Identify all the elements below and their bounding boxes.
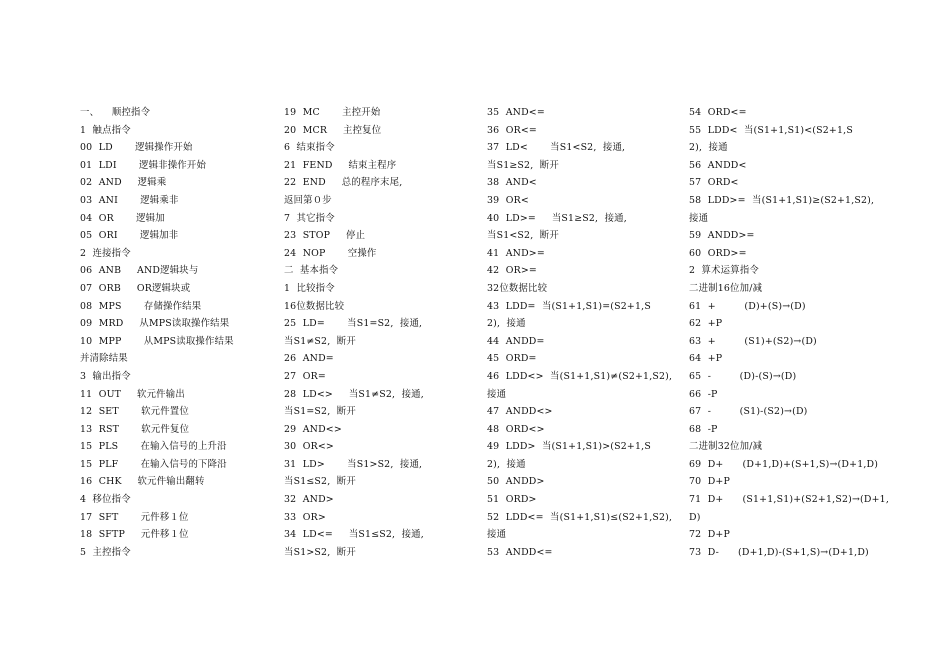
- text-line: 3 输出指令: [80, 370, 131, 382]
- text-line: 17 SFT 元件移１位: [80, 511, 189, 523]
- text-line: 二进制32位加/减: [689, 441, 763, 453]
- text-line: 1 触点指令: [80, 124, 131, 136]
- text-line: 11 OUT 软元件输出: [80, 388, 185, 400]
- text-line: 43 LDD= 当(S1+1,S1)=(S2+1,S: [487, 300, 651, 312]
- text-line: 32 AND>: [284, 494, 334, 506]
- text-line: 57 ORD<: [689, 177, 739, 189]
- text-line: 55 LDD< 当(S1+1,S1)<(S2+1,S: [689, 124, 853, 136]
- text-line: 65 - (D)-(S)→(D): [689, 370, 797, 382]
- text-line: 当S1>S2, 断开: [284, 546, 356, 558]
- text-line: D): [689, 511, 701, 523]
- text-line: 19 MC 主控开始: [284, 107, 381, 118]
- text-line: 16 CHK 软元件输出翻转: [80, 476, 205, 488]
- text-line: 44 ANDD=: [487, 335, 545, 347]
- text-line: 二 基本指令: [284, 265, 339, 277]
- text-line: 27 OR=: [284, 370, 326, 382]
- text-line: 69 D+ (D+1,D)+(S+1,S)→(D+1,D): [689, 458, 879, 470]
- text-line: 07 ORB OR逻辑块或: [80, 282, 191, 294]
- text-line: 47 ANDD<>: [487, 406, 553, 418]
- text-line: 54 ORD<=: [689, 107, 747, 118]
- text-line: 38 AND<: [487, 177, 537, 189]
- text-line: 26 AND=: [284, 353, 334, 365]
- text-line: 24 NOP 空操作: [284, 247, 377, 259]
- text-line: 52 LDD<= 当(S1+1,S1)≤(S2+1,S2),: [487, 511, 673, 523]
- text-line: 18 SFTP 元件移１位: [80, 529, 189, 541]
- text-line: 23 STOP 停止: [284, 230, 366, 242]
- text-line: 58 LDD>= 当(S1+1,S1)≥(S2+1,S2),: [689, 194, 875, 206]
- text-line: 5 主控指令: [80, 546, 131, 558]
- text-column-2: [284, 104, 474, 561]
- text-line: 接通: [689, 212, 709, 224]
- text-line: 67 - (S1)-(S2)→(D): [689, 406, 808, 418]
- text-line: 46 LDD<> 当(S1+1,S1)≠(S2+1,S2),: [487, 370, 673, 382]
- text-line: 63 + (S1)+(S2)→(D): [689, 335, 817, 347]
- text-line: 当S1<S2, 断开: [487, 230, 559, 242]
- text-line: 2), 接通: [487, 458, 526, 470]
- text-line: 一、 顺控指令: [80, 107, 151, 118]
- text-line: 09 MRD 从MPS读取操作结果: [80, 318, 230, 330]
- text-line: 4 移位指令: [80, 494, 131, 506]
- text-column-3: [487, 104, 677, 561]
- text-line: 51 ORD>: [487, 494, 537, 506]
- text-line: 25 LD= 当S1=S2, 接通,: [284, 318, 423, 330]
- text-line: 2 算术运算指令: [689, 265, 759, 277]
- text-line: 01 LDI 逻辑非操作开始: [80, 159, 207, 171]
- text-line: 12 SET 软元件置位: [80, 406, 189, 418]
- text-line: 49 LDD> 当(S1+1,S1)>(S2+1,S: [487, 441, 651, 453]
- text-line: 20 MCR 主控复位: [284, 124, 382, 136]
- text-line: 7 其它指令: [284, 212, 335, 224]
- text-line: 53 ANDD<=: [487, 546, 553, 558]
- text-line: 61 + (D)+(S)→(D): [689, 300, 806, 312]
- text-line: 60 ORD>=: [689, 247, 747, 259]
- text-line: 02 AND 逻辑乘: [80, 177, 167, 189]
- text-line: 40 LD>= 当S1≥S2, 接通,: [487, 212, 627, 224]
- text-line: 71 D+ (S1+1,S1)+(S2+1,S2)→(D+1,: [689, 494, 890, 506]
- text-line: 37 LD< 当S1<S2, 接通,: [487, 142, 626, 154]
- text-line: 42 OR>=: [487, 265, 537, 277]
- text-line: 66 -P: [689, 388, 718, 400]
- text-line: 接通: [487, 529, 507, 541]
- text-line: 04 OR 逻辑加: [80, 212, 165, 224]
- text-line: 00 LD 逻辑操作开始: [80, 142, 193, 154]
- text-line: 36 OR<=: [487, 124, 537, 136]
- text-line: 35 AND<=: [487, 107, 545, 118]
- text-line: 32位数据比较: [487, 282, 548, 294]
- text-line: 62 +P: [689, 318, 723, 330]
- text-line: 10 MPP 从MPS读取操作结果: [80, 335, 234, 347]
- text-line: 56 ANDD<: [689, 159, 747, 171]
- text-line: 22 END 总的程序末尾,: [284, 177, 403, 189]
- text-line: 70 D+P: [689, 476, 730, 488]
- text-line: 并清除结果: [80, 353, 128, 365]
- text-line: 2), 接通: [487, 318, 526, 330]
- text-line: 2), 接通: [689, 142, 728, 154]
- text-line: 72 D+P: [689, 529, 730, 541]
- text-line: 当S1=S2, 断开: [284, 406, 356, 418]
- text-line: 33 OR>: [284, 511, 326, 523]
- text-column-1: [80, 104, 270, 561]
- text-line: 接通: [487, 388, 507, 400]
- text-line: 41 AND>=: [487, 247, 545, 259]
- text-line: 59 ANDD>=: [689, 230, 755, 242]
- text-line: 68 -P: [689, 423, 718, 435]
- text-line: 1 比较指令: [284, 282, 335, 294]
- text-line: 03 ANI 逻辑乘非: [80, 194, 179, 206]
- text-line: 15 PLS 在输入信号的上升沿: [80, 441, 227, 453]
- text-line: 当S1≠S2, 断开: [284, 335, 356, 347]
- text-line: 48 ORD<>: [487, 423, 545, 435]
- text-line: 16位数据比较: [284, 300, 345, 312]
- text-line: 2 连接指令: [80, 247, 131, 259]
- text-line: 15 PLF 在输入信号的下降沿: [80, 458, 227, 470]
- text-line: 39 OR<: [487, 194, 529, 206]
- text-line: 当S1≥S2, 断开: [487, 159, 559, 171]
- text-line: 28 LD<> 当S1≠S2, 接通,: [284, 388, 424, 400]
- text-line: 13 RST 软元件复位: [80, 423, 190, 435]
- text-line: 73 D- (D+1,D)-(S+1,S)→(D+1,D): [689, 546, 869, 558]
- text-line: 08 MPS 存储操作结果: [80, 300, 202, 312]
- text-column-4: [689, 104, 889, 561]
- text-line: 返回第０步: [284, 194, 332, 206]
- text-line: 06 ANB AND逻辑块与: [80, 265, 199, 277]
- text-line: 05 ORI 逻辑加非: [80, 230, 179, 242]
- text-line: 31 LD> 当S1>S2, 接通,: [284, 458, 423, 470]
- text-line: 64 +P: [689, 353, 723, 365]
- text-line: 45 ORD=: [487, 353, 537, 365]
- text-line: 29 AND<>: [284, 423, 342, 435]
- text-line: 30 OR<>: [284, 441, 334, 453]
- text-line: 当S1≤S2, 断开: [284, 476, 356, 488]
- text-line: 34 LD<= 当S1≤S2, 接通,: [284, 529, 424, 541]
- text-line: 50 ANDD>: [487, 476, 545, 488]
- text-line: 6 结束指令: [284, 142, 335, 154]
- text-line: 21 FEND 结束主程序: [284, 159, 397, 171]
- text-line: 二进制16位加/减: [689, 282, 763, 294]
